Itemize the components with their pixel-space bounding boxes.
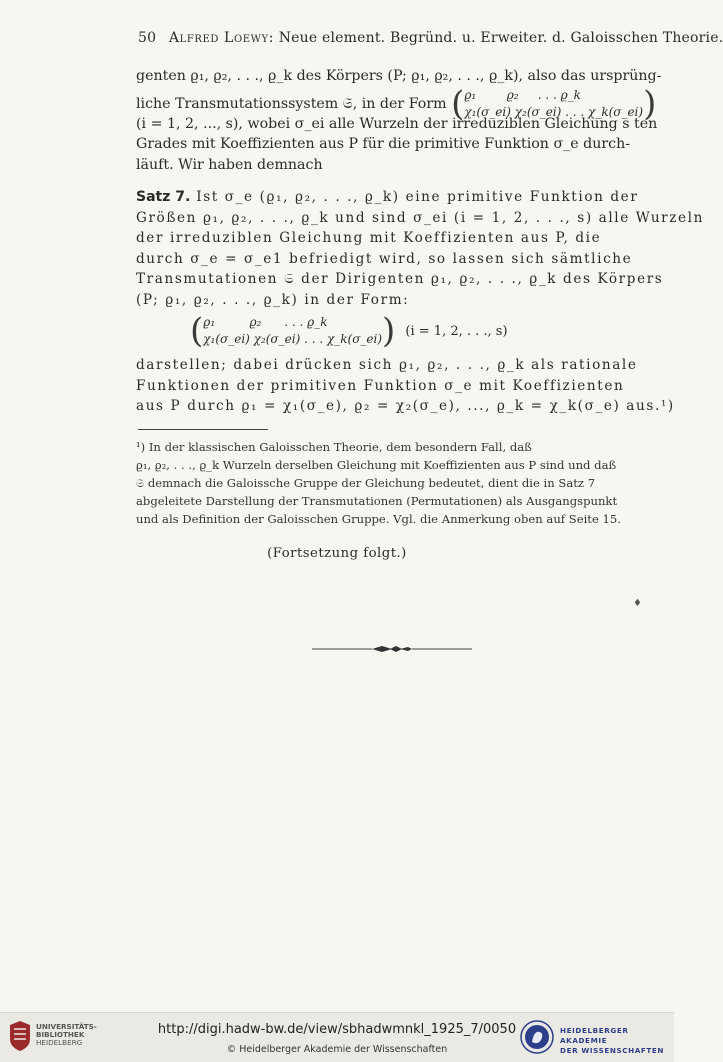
footnote-line: abgeleitete Darstellung der Transmutationen (Permutationen) als Ausgangspunkt — [136, 494, 618, 508]
footnote-rule — [138, 429, 268, 430]
left-paren: ( — [451, 83, 465, 124]
theorem-text: Ist σ_e (ϱ₁, ϱ₂, . . ., ϱ_k) eine primitive Funktion der — [196, 189, 639, 205]
academy-line: HEIDELBERGER AKADEMIE — [560, 1026, 629, 1045]
copyright-notice: © Heidelberger Akademie der Wissenschaften — [226, 1044, 448, 1055]
footnote — [136, 438, 646, 528]
right-paren: ) — [382, 311, 396, 351]
theorem-line: Transmutationen 𝔖 der Dirigenten ϱ₁, ϱ₂, . . ., ϱ_k des Körpers — [136, 271, 664, 288]
display-transmutation-matrix — [203, 314, 382, 348]
matrix-cell: . . . χ_k(σ_ei) — [565, 104, 644, 119]
library-line: UNIVERSITÄTS- — [36, 1022, 97, 1031]
matrix-cell: . . . ϱ_k — [537, 87, 581, 102]
theorem-line: der irreduziblen Gleichung mit Koeffizienten aus P, die — [136, 230, 602, 247]
theorem-7 — [136, 187, 704, 311]
academy-seal-icon — [520, 1020, 554, 1054]
matrix-cell: χ₁(σ_ei) — [464, 104, 511, 119]
library-line: HEIDELBERG — [36, 1038, 83, 1048]
continuation-note: (Fortsetzung folgt.) — [267, 546, 407, 561]
academy-name — [560, 1026, 674, 1056]
display-formula — [190, 311, 508, 351]
matrix-cell: χ₂(σ_ei) — [253, 332, 301, 346]
paragraph-intro — [136, 66, 662, 175]
theorem-line: (P; ϱ₁, ϱ₂, . . ., ϱ_k) in der Form: — [136, 291, 410, 308]
left-paren: ( — [190, 311, 204, 351]
theorem-line: Funktionen der primitiven Funktion σ_e mit Koeffizienten — [136, 377, 625, 394]
matrix-cell: . . . ϱ_k — [284, 315, 328, 329]
matrix-cell: ϱ₂ — [506, 87, 519, 102]
footnote-line: und als Definition der Galoisschen Gruppe. Vgl. die Anmerkung oben auf Seite 15. — [136, 512, 621, 526]
theorem-7-continued — [136, 355, 675, 417]
text-line-lead: liche Transmutationssystem 𝔖, in der Form — [136, 95, 447, 112]
header-title: Neue element. Begründ. u. Erweiter. d. Galoisschen Theorie. — [278, 30, 723, 46]
footnote-line: ¹) In der klassischen Galoisschen Theorie, dem besondern Fall, daß — [136, 440, 532, 454]
viewer-footer — [0, 1012, 674, 1062]
right-paren: ) — [643, 83, 657, 124]
text-line: Grades mit Koeffizienten aus P für die primitive Funktion σ_e durch- — [136, 136, 631, 153]
matrix-cell: ϱ₂ — [249, 315, 262, 329]
running-header — [138, 30, 723, 46]
speck: ♦ — [633, 598, 642, 609]
theorem-line: Größen ϱ₁, ϱ₂, . . ., ϱ_k und sind σ_ei (i = 1, 2, . . ., s) alle Wurzeln — [136, 209, 704, 226]
theorem-label: Satz 7. — [136, 189, 191, 205]
theorem-line: aus P durch ϱ₁ = χ₁(σ_e), ϱ₂ = χ₂(σ_e), ..., ϱ_k = χ_k(σ_e) aus.¹) — [136, 398, 675, 415]
text-line: (i = 1, 2, ..., s), wobei σ_ei alle Wurzeln der irreduziblen Gleichung s ten — [136, 115, 658, 132]
library-line: BIBLIOTHEK — [36, 1030, 85, 1040]
text-line: genten ϱ₁, ϱ₂, . . ., ϱ_k des Körpers (P; ϱ₁, ϱ₂, . . ., ϱ_k), also das ursprüng- — [136, 68, 662, 84]
permalink-url[interactable]: http://digi.hadw-bw.de/view/sbhadwmnkl_1925_7/0050 — [157, 1022, 517, 1037]
footnote-line: ϱ₁, ϱ₂, . . ., ϱ_k Wurzeln derselben Gleichung mit Koeffizienten aus P sind und daß — [136, 458, 617, 472]
page-number: 50 — [138, 30, 157, 46]
matrix-cell: ϱ₁ — [464, 87, 477, 102]
text-line: läuft. Wir haben demnach — [136, 156, 323, 173]
matrix-cell: . . . χ_k(σ_ei) — [304, 332, 383, 346]
end-ornament — [312, 644, 472, 654]
header-author: Alfred Loewy: — [168, 30, 275, 46]
matrix-cell: χ₁(σ_ei) — [203, 332, 250, 346]
footnote-line: 𝔖 demnach die Galoissche Gruppe der Gleichung bedeutet, dient die in Satz 7 — [136, 476, 596, 490]
theorem-line: darstellen; dabei drücken sich ϱ₁, ϱ₂, . . ., ϱ_k als rationale — [136, 357, 638, 373]
matrix-cell: χ₂(σ_ei) — [514, 104, 562, 119]
academy-line: DER WISSENSCHAFTEN — [560, 1046, 665, 1055]
matrix-cell: ϱ₁ — [203, 315, 216, 329]
theorem-line — [136, 187, 646, 208]
index-range: (i = 1, 2, . . ., s) — [405, 323, 508, 339]
theorem-line: durch σ_e = σ_e1 befriedigt wird, so lassen sich sämtliche — [136, 250, 633, 267]
